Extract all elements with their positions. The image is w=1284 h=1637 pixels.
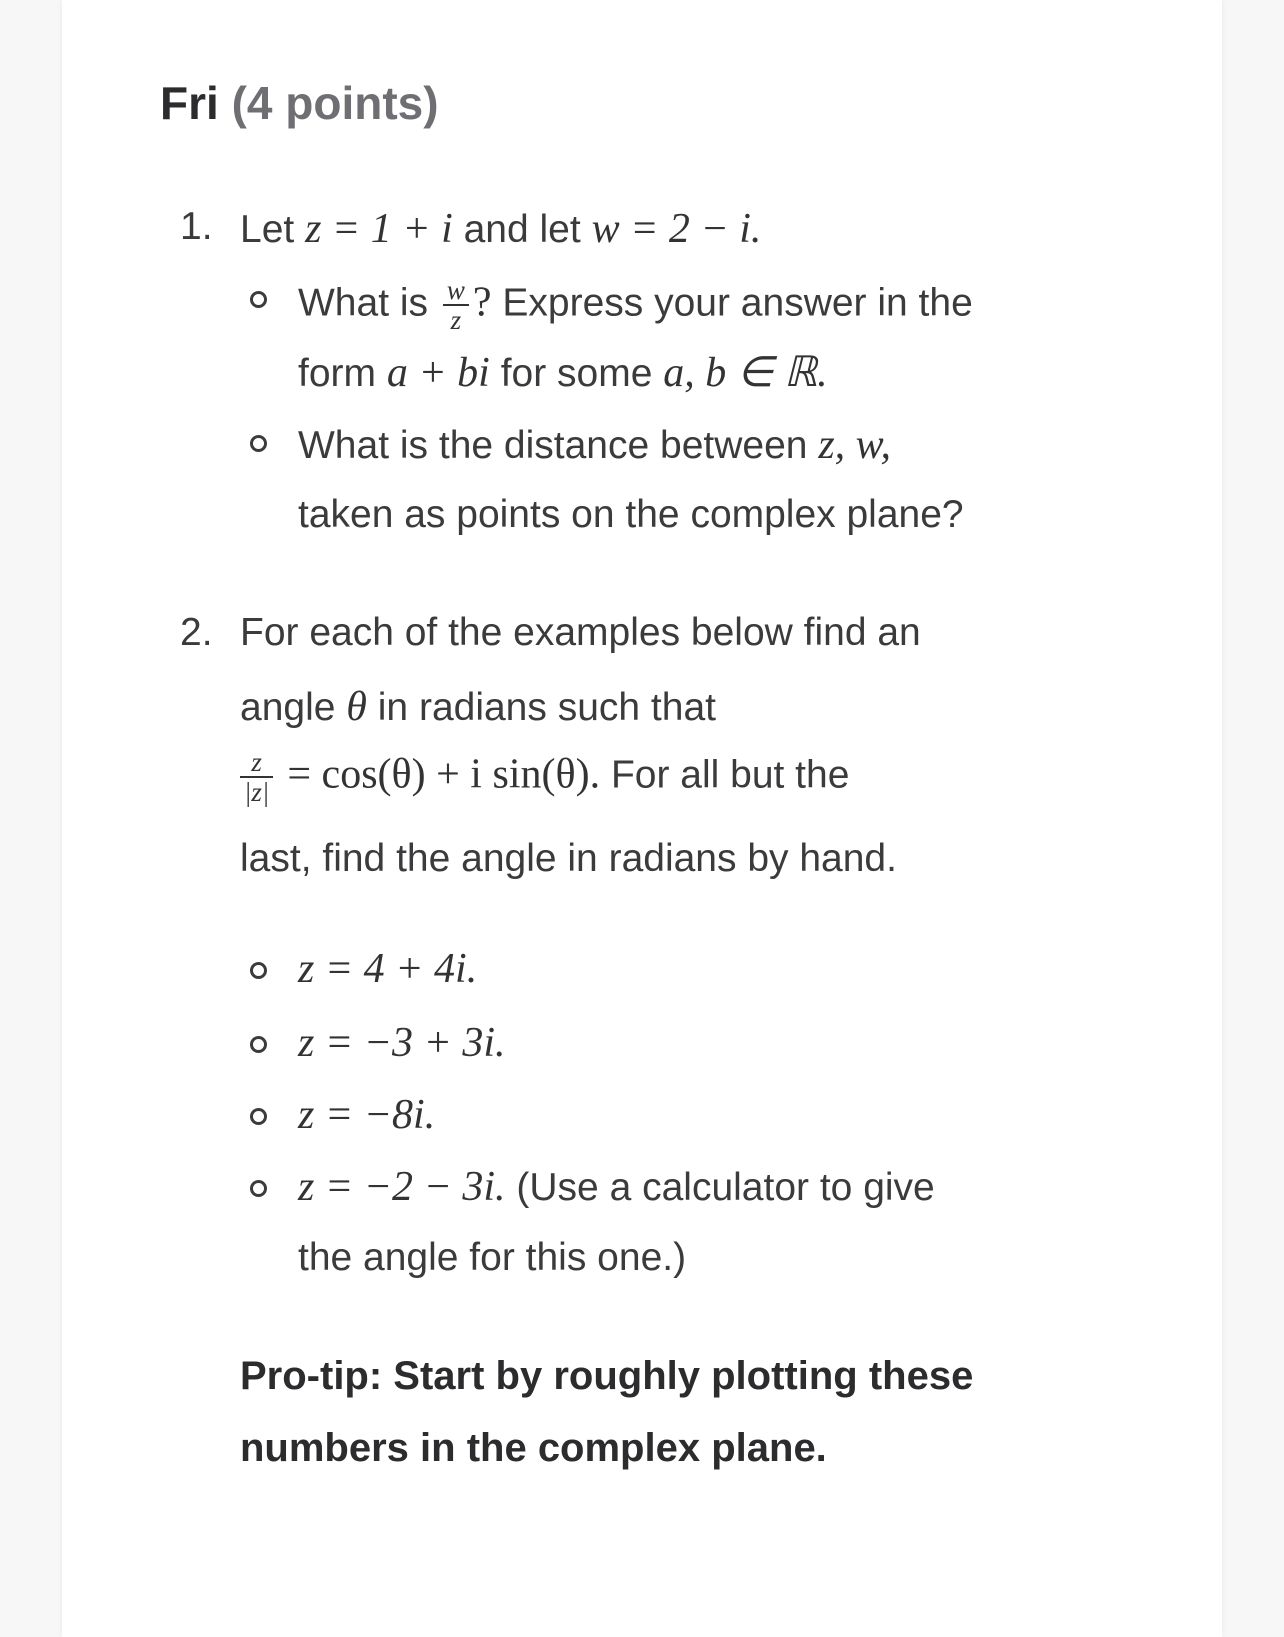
bullet-icon	[250, 1036, 267, 1053]
q1-bullet1-line1	[298, 276, 973, 335]
q1-number: 1.	[180, 205, 213, 248]
q1-set-expr: a, b ∈ ℝ.	[663, 350, 828, 396]
example-4-note-line2: the angle for this one.)	[298, 1236, 687, 1279]
q2-number: 2.	[180, 611, 213, 654]
bullet-icon	[250, 1180, 267, 1197]
frac-denominator: z	[443, 304, 469, 334]
q2-line3	[240, 748, 849, 807]
example-4-note: (Use a calculator to give	[516, 1166, 935, 1209]
w-over-z-fraction	[443, 276, 469, 335]
q1-distance-vars: z, w,	[818, 422, 892, 468]
q1-bullet1-line2	[298, 348, 828, 398]
q1-and-let: and let	[463, 208, 581, 251]
euler-expression: = cos(θ) + i sin(θ).	[287, 751, 601, 798]
q2-for-all-but: For all but the	[610, 753, 850, 797]
q2-line2	[240, 682, 716, 732]
example-3	[298, 1090, 435, 1140]
frac-numerator: z	[251, 747, 262, 777]
example-3-expr: z = −8i.	[298, 1092, 436, 1138]
q2-angle-word: angle	[240, 686, 336, 729]
example-4-expr: z = −2 − 3i.	[298, 1164, 506, 1210]
q2-line4: last, find the angle in radians by hand.	[240, 837, 897, 880]
bullet-icon	[250, 291, 267, 308]
question-mark: ?	[472, 279, 492, 326]
q1-z-definition: z = 1 + i	[305, 206, 453, 252]
q2-line1: For each of the examples below find an	[240, 611, 921, 654]
page-title	[160, 76, 439, 131]
q1-bullet2-line2: taken as points on the complex plane?	[298, 493, 964, 536]
q1-bullet2-line1	[298, 420, 891, 470]
q1-what-is: What is	[298, 281, 429, 325]
q1-express: Express your answer in the	[502, 281, 973, 325]
z-over-abs-z-fraction	[240, 748, 273, 807]
frac-denominator: |z|	[240, 776, 273, 806]
example-4	[298, 1162, 935, 1212]
example-1	[298, 944, 477, 994]
example-2-expr: z = −3 + 3i.	[298, 1020, 506, 1066]
theta-symbol: θ	[346, 684, 367, 730]
q1-for-some: for some	[500, 352, 653, 395]
example-2	[298, 1018, 506, 1068]
bullet-icon	[250, 435, 267, 452]
q1-form: form	[298, 352, 376, 395]
q1-form-expr: a + bi	[386, 350, 490, 396]
example-1-expr: z = 4 + 4i.	[298, 946, 478, 992]
protip-line1: Pro-tip: Start by roughly plotting these	[240, 1354, 974, 1398]
title-day: Fri	[160, 77, 219, 129]
title-points: (4 points)	[231, 77, 439, 129]
q2-radians-text: in radians such that	[377, 686, 716, 729]
q1-let: Let	[240, 208, 295, 251]
bullet-icon	[250, 962, 267, 979]
frac-numerator: w	[446, 275, 465, 305]
q1-intro	[240, 204, 761, 254]
q1-distance-text: What is the distance between	[298, 424, 808, 467]
q1-w-definition: w = 2 − i.	[591, 206, 762, 252]
protip-line2: numbers in the complex plane.	[240, 1426, 827, 1470]
bullet-icon	[250, 1108, 267, 1125]
